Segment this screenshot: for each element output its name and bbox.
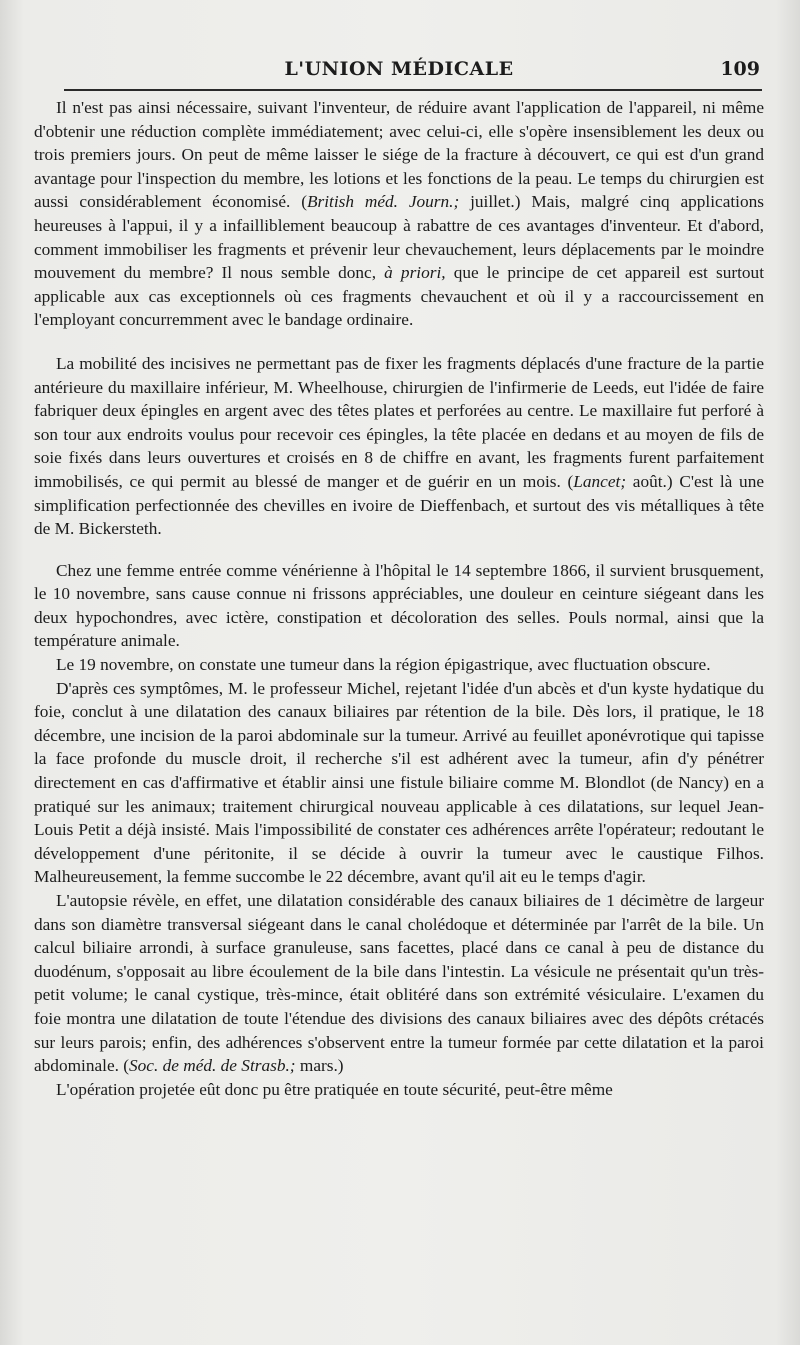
paragraph <box>34 96 764 332</box>
article-body <box>34 96 764 1101</box>
text-segment: juillet.) Mais, malgré cinq applications heureuses à l'appui, il y a infailliblement beaucoup à rabattre de ces avantages d'inventeur. Et d'abord, comment immobiliser les fragments et prévenir leur chevauchement, leurs déplacements par le moindre mouvement du membre? Il nous semble donc, <box>34 192 764 283</box>
page-number: 109 <box>720 58 760 80</box>
paragraph <box>34 889 764 1078</box>
text-segment: Il n'est pas ainsi nécessaire, suivant l'inventeur, de réduire avant l'application de l'appareil, ni même d'obtenir une réduction complète immédiatement; avec celui-ci, elle s'opère insensiblement les deux ou trois premiers jours. On peut de même laisser le siége de la fracture à découvert, ce qui est d'un grand avantage pour l'inspection du membre, les lotions et les fonctions de la peau. Le temps du chirurgien est aussi considérablement économisé. ( <box>34 98 764 212</box>
italic-citation: à priori, <box>384 263 446 283</box>
header-rule <box>64 89 762 91</box>
running-header <box>34 58 764 88</box>
text-segment: Chez une femme entrée comme vénérienne à l'hôpital le 14 septembre 1866, il survient brusquement, le 10 novembre, sans cause connue ni frissons appréciables, une douleur en ceinture siégeant dans les deux hypochondres, avec ictère, constipation et décoloration des selles. Pouls normal, ainsi que la température animale. <box>34 560 764 651</box>
text-segment: L'autopsie révèle, en effet, une dilatation considérable des canaux biliaires de 1 décimètre de largeur dans son diamètre transversal siégeant dans le canal cholédoque et déterminée par l'arrêt de la bile. Un calcul biliaire arrondi, à surface granuleuse, sans facettes, placé dans ce canal à peu de distance du duodénum, s'opposait au libre écoulement de la bile dans l'intestin. La vésicule ne présentait qu'un très-petit volume; le canal cystique, très-mince, était oblitéré dans son extrémité vésiculaire. L'examen du foie montra une dilatation de toute l'étendue des divisions des canaux biliaires avec des dépôts crétacés sur leurs parois; enfin, des adhérences s'observent entre la tumeur formée par cette dilatation et la paroi abdominale. ( <box>34 891 764 1076</box>
italic-citation: Soc. de méd. de Strasb.; <box>129 1056 296 1076</box>
text-segment: La mobilité des incisives ne permettant pas de fixer les fragments déplacés d'une fracture de la partie antérieure du maxillaire inférieur, M. Wheelhouse, chirurgien de l'infirmerie de Leeds, eut l'idée de faire fabriquer deux épingles en argent avec des têtes plates et perforées au centre. Le maxillaire fut perforé à son tour aux endroits voulus pour recevoir ces épingles, la tête placée en dedans et au moyen de fils de soie fixés dans leurs ouvertures et croisés en 8 de chiffre en avant, les fragments furent parfaitement immobilisés, ce qui permit au blessé de manger et de guérir en un mois. ( <box>34 353 764 491</box>
paragraph <box>34 653 764 677</box>
text-segment: L'opération projetée eût donc pu être pratiquée en toute sécurité, peut-être même <box>56 1079 613 1099</box>
paragraph <box>34 352 764 541</box>
text-segment: août.) C'est là une simplification perfectionnée des chevilles en ivoire de Dieffenbach, et surtout des vis métalliques à tête de M. Bickersteth. <box>34 471 765 539</box>
text-segment: mars.) <box>295 1056 344 1076</box>
italic-citation: Lancet; <box>573 471 627 491</box>
paragraph <box>34 677 764 889</box>
text-segment: que le principe de cet appareil est surtout applicable aux cas exceptionnels où ces fragments chevauchent et où il y a raccourcissement en l'employant concurremment avec le bandage ordinaire. <box>34 263 764 330</box>
text-segment: Le 19 novembre, on constate une tumeur dans la région épigastrique, avec fluctuation obscure. <box>56 655 711 675</box>
paragraph <box>34 1078 764 1102</box>
text-segment: D'après ces symptômes, M. le professeur Michel, rejetant l'idée d'un abcès et d'un kyste hydatique du foie, conclut à une dilatation des canaux biliaires par rétention de la bile. Dès lors, il pratique, le 18 décembre, une incision de la paroi abdominale sur la tumeur. Arrivé au feuillet aponévrotique qui tapisse la face profonde du muscle droit, il recherche s'il est adhérent avec la tumeur, afin d'y pénétrer directement en cas d'affirmative et établir ainsi une fistule biliaire comme M. Blondlot (de Nancy) en a pratiqué sur les animaux; traitement chirurgical nouveau applicable à ces dilatations, sur lequel Jean-Louis Petit a déjà insisté. Mais l'impossibilité de constater ces adhérences arrête l'opérateur; redoutant le développement d'une péritonite, il se décide à ouvrir la tumeur avec le caustique Filhos. Malheureusement, la femme succombe le 22 décembre, avant qu'il ait eu le temps d'agir. <box>34 678 764 887</box>
italic-citation: British méd. Journ.; <box>306 192 460 212</box>
paragraph <box>34 559 764 653</box>
journal-title: L'UNION MÉDICALE <box>284 58 514 80</box>
